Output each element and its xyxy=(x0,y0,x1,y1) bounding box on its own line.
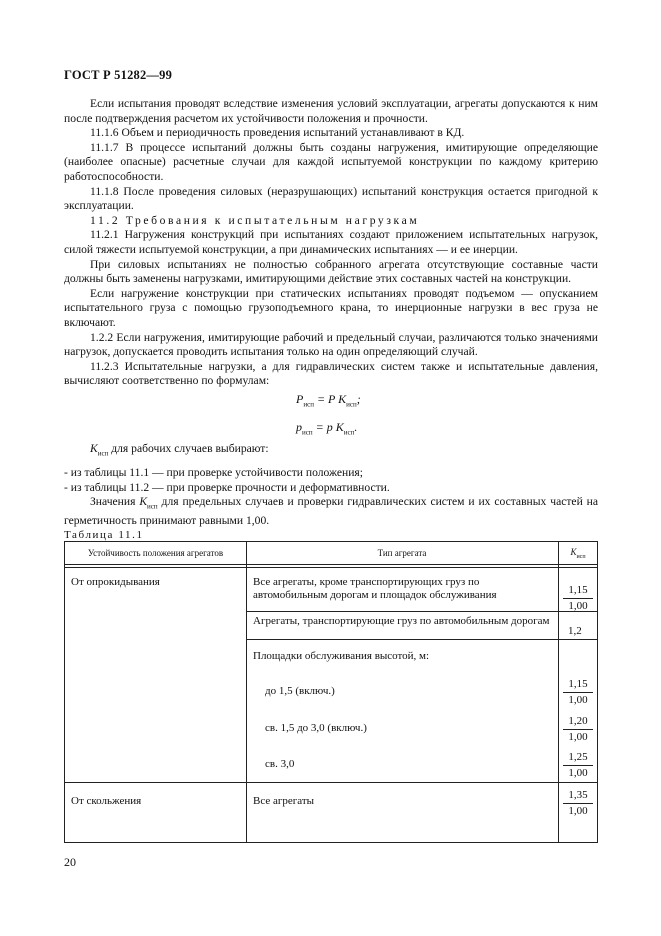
single-value: 1,2 xyxy=(568,625,582,637)
table-header-col1: Устойчивость положения агрегатов xyxy=(87,548,224,558)
formula-pressure: $p_{исп} = p$ $K_{исп}$. xyxy=(296,420,358,437)
list-item: - из таблицы 11.1 — при проверке устойчивости положения; xyxy=(64,466,363,479)
body-text xyxy=(64,97,598,389)
row-text: Агрегаты, транспортирующие груз по автомобильным дорогам xyxy=(253,615,550,627)
table-header-col3: $K_{исп}$ xyxy=(570,547,586,560)
row-text: до 1,5 (включ.) xyxy=(265,685,335,697)
paragraph: 11.2.1 Нагружения конструкций при испытаниях создают приложением испытательных нагрузок, силой тяжести испытуемой конструкции, а при динамических испытаниях — и ее инерции. xyxy=(64,228,598,256)
table-header-col2: Тип агрегата xyxy=(377,548,427,558)
paragraph: При силовых испытаниях не полностью собранного агрегата отсутствующие составные части должны быть заменены нагрузками, имитирующими действие этих составных частей на конструкции. xyxy=(64,257,598,286)
paragraph: Если испытания проводят вследствие изменения условий эксплуатации, агрегаты допускаются к ним после подтверждения расчетом их устойчивости положения и прочности. xyxy=(64,97,598,125)
paragraph: 11.2.3 Испытательные нагрузки, а для гидравлических систем также и испытательные давления, вычисляют соответственно по формулам: xyxy=(64,359,598,388)
page-number: 20 xyxy=(64,855,76,869)
table-caption: Таблица 11.1 xyxy=(64,529,144,541)
document-header: ГОСТ Р 51282—99 xyxy=(64,68,173,82)
row-text: св. 3,0 xyxy=(265,758,295,770)
row-text: Все агрегаты xyxy=(253,795,315,807)
paragraph: 11.1.8 После проведения силовых (неразрушающих) испытаний конструкция остается пригодной к эксплуатации. xyxy=(64,184,598,213)
fraction-value: $\frac{1,35}{1,00}$ xyxy=(563,789,593,818)
row-title: Площадки обслуживания высотой, м: xyxy=(253,650,430,662)
fraction-value: $\frac{1,15}{1,00}$ xyxy=(563,584,593,613)
formula-load: $P_{исп} = P$ $K_{исп}$; xyxy=(296,392,361,409)
fraction-value: $\frac{1,20}{1,00}$ xyxy=(563,715,593,744)
paragraph: 1.2.2 Если нагружения, имитирующие рабочий и предельный случаи, различаются только значениями нагрузок, допускается проводить испытания только на один определяющий случай. xyxy=(64,330,598,359)
group-overturning: От опрокидывания xyxy=(71,576,160,588)
table-11-1 xyxy=(64,541,598,843)
fraction-value: $\frac{1,25}{1,00}$ xyxy=(563,751,593,780)
values-note: Значения $K_{исп}$ для предельных случаев и проверки гидравлических систем и их составных частей на герметичность принимают равными 1,00. xyxy=(64,495,599,528)
section-heading: 11.2 Требования к испытательным нагрузкам xyxy=(90,213,420,227)
list-item: - из таблицы 11.2 — при проверке прочности и деформативности. xyxy=(64,480,390,494)
fraction-value: $\frac{1,15}{1,00}$ xyxy=(563,678,593,707)
paragraph: Если нагружение конструкции при статических испытаниях проводят подъемом — опусканием испытательного груза с помощью грузоподъемного крана, то инерционные нагрузки в вес груза не включают. xyxy=(64,286,598,329)
paragraph: 11.1.7 В процессе испытаний должны быть созданы нагружения, имитирующие определяющие (наиболее опасные) расчетные случаи для каждой испытуемой конструкции по каждому критерию работоспособности. xyxy=(64,140,598,183)
group-sliding: От скольжения xyxy=(71,795,142,807)
row-text: св. 1,5 до 3,0 (включ.) xyxy=(265,722,367,734)
row-text: Все агрегаты, кроме транспортирующих груз по автомобильным дорогам и площадок обслуживания xyxy=(253,576,497,601)
selection-list xyxy=(64,466,598,529)
k-selection-line: $K_{исп}$ для рабочих случаев выбирают: xyxy=(90,442,269,458)
paragraph: 11.1.6 Объем и периодичность проведения испытаний устанавливают в КД. xyxy=(90,126,465,140)
